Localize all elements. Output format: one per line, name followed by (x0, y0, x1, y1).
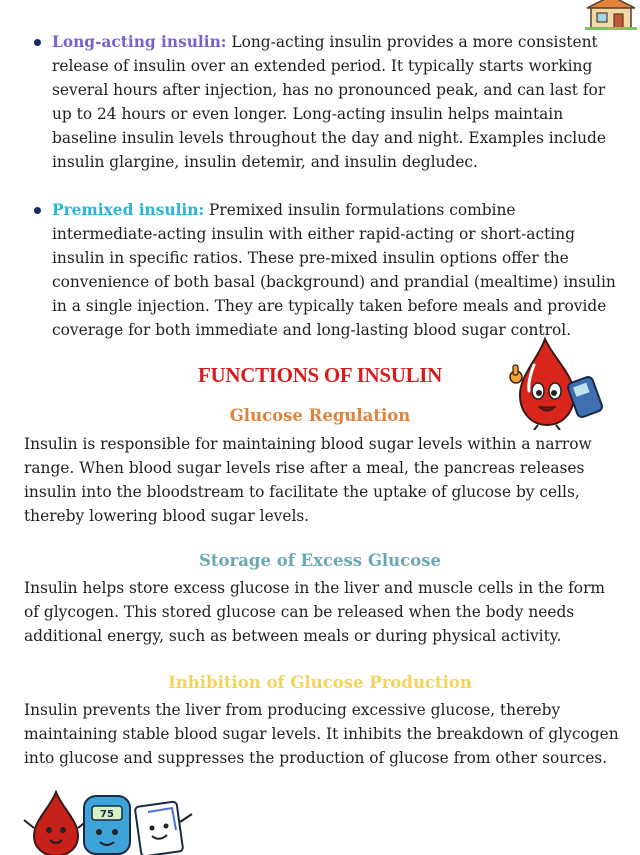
list-item (26, 198, 616, 342)
bullet-icon (34, 39, 41, 46)
bullet-icon (34, 207, 41, 214)
section-title: FUNCTIONS OF INSULIN (197, 363, 443, 387)
term-long-acting: Long-acting insulin: (52, 33, 227, 51)
heading-storage-excess-glucose: Storage of Excess Glucose (198, 551, 442, 570)
paragraph-glucose-regulation: Insulin is responsible for maintaining blood sugar levels within a narrow range. When blood sugar levels rise after a meal, the pancreas releases insulin into the bloodstream to facilitate the uptake of glucose by cells, thereby lowering blood sugar levels. (24, 435, 592, 525)
glucometer-icon (84, 796, 130, 854)
insulin-type-list (26, 30, 616, 366)
blood-drop-icon (24, 792, 88, 855)
paragraph-inhibition-glucose-production: Insulin prevents the liver from producing excessive glucose, thereby maintaining stable blood sugar levels. It inhibits the breakdown of glycogen into glucose and suppresses the production of glucose from other sources. (24, 701, 619, 767)
heading-inhibition-glucose-production: Inhibition of Glucose Production (168, 673, 472, 692)
heading-glucose-regulation: Glucose Regulation (229, 406, 411, 425)
list-item (26, 30, 616, 174)
glucometer-reading: 75 (100, 809, 114, 820)
paragraph-storage-excess-glucose: Insulin helps store excess glucose in the liver and muscle cells in the form of glycogen. This stored glucose can be released when the body needs additional energy, such as between meals or during physical activity. (24, 579, 606, 645)
paper-character-icon (135, 801, 192, 855)
term-premixed: Premixed insulin: (52, 201, 205, 219)
mascots-illustration (20, 790, 200, 855)
bullet-text: Premixed insulin formulations combine intermediate-acting insulin with either rapid-acting or short-acting insulin in specific ratios. These pre-mixed insulin options offer the convenience of both basal (background) and prandial (mealtime) insulin in a single injection. They are typically taken before meals and provide coverage for both immediate and long-lasting blood sugar control. (52, 201, 616, 339)
bullet-text: Long-acting insulin provides a more consistent release of insulin over an extended period. It typically starts working several hours after injection, has no pronounced peak, and can last for up to 24 hours or even longer. Long-acting insulin helps maintain baseline insulin levels throughout the day and night. Examples include insulin glargine, insulin detemir, and insulin degludec. (52, 33, 607, 171)
house-icon (585, 0, 637, 30)
